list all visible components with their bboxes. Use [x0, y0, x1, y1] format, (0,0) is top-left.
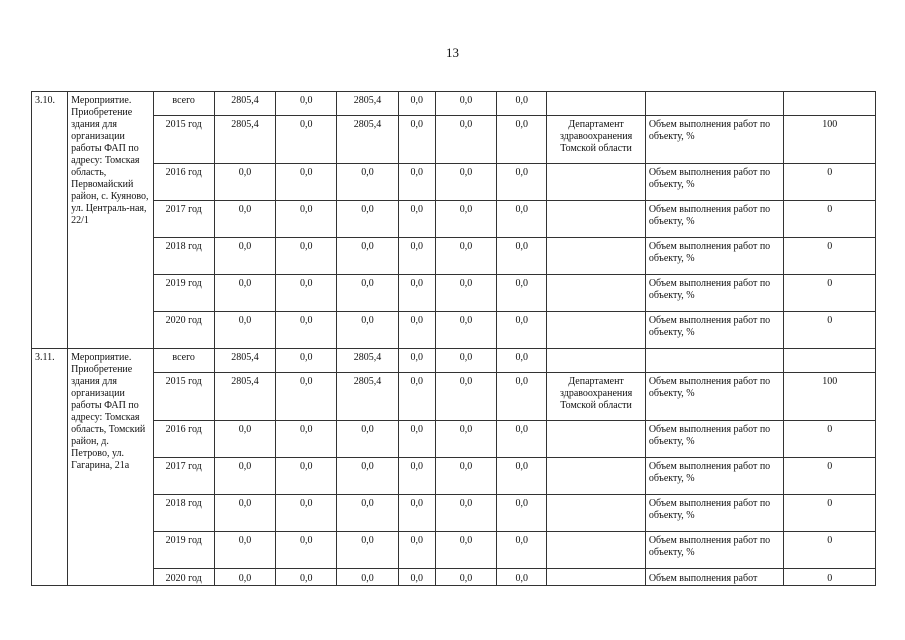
table-row	[32, 275, 876, 312]
table-row	[32, 312, 876, 349]
year-cell: 2020 год	[153, 312, 214, 349]
value-cell: 0,0	[214, 421, 275, 458]
value-cell: 0,0	[276, 532, 337, 569]
value-cell: 0,0	[214, 458, 275, 495]
value-cell: 0,0	[214, 569, 275, 586]
value-cell: 2805,4	[214, 92, 275, 116]
program-table	[31, 91, 876, 586]
value-cell: 0,0	[214, 275, 275, 312]
value-cell: 0,0	[276, 421, 337, 458]
value-cell: 0,0	[214, 238, 275, 275]
value-cell: 0,0	[398, 421, 435, 458]
value-cell: 2805,4	[214, 349, 275, 373]
value-cell: 0,0	[435, 275, 496, 312]
indicator-cell: Объем выполнения работ по объекту, %	[645, 238, 784, 275]
year-cell: 2018 год	[153, 495, 214, 532]
value-cell: 0,0	[435, 373, 496, 421]
value-cell: 0,0	[497, 458, 547, 495]
table-row	[32, 349, 876, 373]
value-cell: 0,0	[337, 495, 398, 532]
indicator-cell: Объем выполнения работ по объекту, %	[645, 201, 784, 238]
target-cell: 0	[784, 164, 876, 201]
value-cell: 0,0	[337, 275, 398, 312]
indicator-cell: Объем выполнения работ по объекту, %	[645, 458, 784, 495]
value-cell: 0,0	[497, 421, 547, 458]
value-cell: 0,0	[398, 312, 435, 349]
target-cell: 0	[784, 532, 876, 569]
value-cell: 0,0	[497, 116, 547, 164]
value-cell: 0,0	[497, 373, 547, 421]
value-cell: 0,0	[435, 201, 496, 238]
value-cell: 0,0	[435, 164, 496, 201]
value-cell: 0,0	[497, 238, 547, 275]
value-cell: 0,0	[276, 116, 337, 164]
value-cell: 0,0	[276, 458, 337, 495]
year-cell: 2019 год	[153, 532, 214, 569]
indicator-cell: Объем выполнения работ	[645, 569, 784, 586]
target-cell	[784, 92, 876, 116]
value-cell: 2805,4	[337, 116, 398, 164]
value-cell: 0,0	[337, 421, 398, 458]
value-cell: 0,0	[435, 421, 496, 458]
indicator-cell: Объем выполнения работ по объекту, %	[645, 312, 784, 349]
table-row	[32, 164, 876, 201]
indicator-cell: Объем выполнения работ по объекту, %	[645, 421, 784, 458]
value-cell: 0,0	[435, 312, 496, 349]
target-cell: 0	[784, 275, 876, 312]
value-cell: 0,0	[276, 238, 337, 275]
value-cell: 0,0	[435, 458, 496, 495]
indicator-cell	[645, 92, 784, 116]
table-row	[32, 532, 876, 569]
value-cell: 0,0	[435, 569, 496, 586]
table-row	[32, 458, 876, 495]
value-cell: 0,0	[497, 532, 547, 569]
target-cell: 0	[784, 569, 876, 586]
value-cell: 0,0	[435, 116, 496, 164]
year-cell: всего	[153, 349, 214, 373]
target-cell: 0	[784, 458, 876, 495]
target-cell: 0	[784, 421, 876, 458]
year-cell: 2016 год	[153, 421, 214, 458]
value-cell: 0,0	[398, 495, 435, 532]
value-cell: 0,0	[276, 373, 337, 421]
value-cell: 2805,4	[214, 373, 275, 421]
item-name: Мероприятие. Приобретение здания для организации работы ФАП по адресу: Томская область, Томский район, д. Петрово, ул. Гагарина, 21а	[68, 349, 153, 586]
value-cell: 0,0	[497, 92, 547, 116]
value-cell: 0,0	[276, 201, 337, 238]
target-cell: 0	[784, 312, 876, 349]
value-cell: 2805,4	[337, 349, 398, 373]
value-cell: 0,0	[337, 569, 398, 586]
value-cell: 0,0	[276, 92, 337, 116]
table-row	[32, 495, 876, 532]
value-cell: 0,0	[276, 312, 337, 349]
indicator-cell	[645, 349, 784, 373]
executor-cell	[547, 92, 645, 116]
value-cell: 0,0	[398, 164, 435, 201]
executor-cell	[547, 349, 645, 373]
value-cell: 0,0	[214, 495, 275, 532]
executor-cell	[547, 569, 645, 586]
value-cell: 0,0	[398, 92, 435, 116]
indicator-cell: Объем выполнения работ по объекту, %	[645, 373, 784, 421]
value-cell: 0,0	[398, 349, 435, 373]
value-cell: 0,0	[337, 164, 398, 201]
table-row	[32, 569, 876, 586]
value-cell: 0,0	[214, 312, 275, 349]
value-cell: 0,0	[435, 238, 496, 275]
indicator-cell: Объем выполнения работ по объекту, %	[645, 275, 784, 312]
executor-cell	[547, 421, 645, 458]
value-cell: 0,0	[214, 201, 275, 238]
year-cell: 2017 год	[153, 201, 214, 238]
value-cell: 0,0	[398, 373, 435, 421]
value-cell: 2805,4	[337, 92, 398, 116]
executor-cell	[547, 164, 645, 201]
value-cell: 0,0	[398, 238, 435, 275]
value-cell: 0,0	[497, 569, 547, 586]
target-cell: 0	[784, 238, 876, 275]
table-row	[32, 116, 876, 164]
value-cell: 0,0	[398, 116, 435, 164]
table-row	[32, 238, 876, 275]
target-cell	[784, 349, 876, 373]
indicator-cell: Объем выполнения работ по объекту, %	[645, 495, 784, 532]
target-cell: 100	[784, 373, 876, 421]
year-cell: 2018 год	[153, 238, 214, 275]
value-cell: 0,0	[337, 238, 398, 275]
value-cell: 0,0	[276, 569, 337, 586]
item-number: 3.10.	[32, 92, 68, 349]
value-cell: 0,0	[276, 164, 337, 201]
indicator-cell: Объем выполнения работ по объекту, %	[645, 532, 784, 569]
executor-cell	[547, 495, 645, 532]
value-cell: 0,0	[435, 495, 496, 532]
value-cell: 0,0	[398, 201, 435, 238]
executor-cell	[547, 275, 645, 312]
value-cell: 0,0	[337, 201, 398, 238]
value-cell: 0,0	[497, 312, 547, 349]
value-cell: 0,0	[276, 495, 337, 532]
year-cell: 2015 год	[153, 373, 214, 421]
table-row	[32, 201, 876, 238]
year-cell: 2017 год	[153, 458, 214, 495]
page-number: 13	[446, 45, 459, 60]
year-cell: 2015 год	[153, 116, 214, 164]
year-cell: всего	[153, 92, 214, 116]
item-3-11	[32, 349, 876, 586]
value-cell: 2805,4	[337, 373, 398, 421]
value-cell: 0,0	[435, 92, 496, 116]
value-cell: 0,0	[497, 164, 547, 201]
value-cell: 0,0	[398, 532, 435, 569]
executor-cell	[547, 238, 645, 275]
executor-cell	[547, 201, 645, 238]
value-cell: 0,0	[214, 532, 275, 569]
year-cell: 2019 год	[153, 275, 214, 312]
value-cell: 0,0	[398, 569, 435, 586]
value-cell: 0,0	[497, 201, 547, 238]
executor-cell	[547, 458, 645, 495]
value-cell: 0,0	[337, 532, 398, 569]
value-cell: 0,0	[398, 275, 435, 312]
item-name: Мероприятие. Приобретение здания для организации работы ФАП по адресу: Томская область, Первомайский район, с. Куяново, ул. Централь-ная, 22/1	[68, 92, 153, 349]
year-cell: 2020 год	[153, 569, 214, 586]
year-cell: 2016 год	[153, 164, 214, 201]
item-number: 3.11.	[32, 349, 68, 586]
value-cell: 0,0	[497, 349, 547, 373]
value-cell: 0,0	[497, 275, 547, 312]
table-row	[32, 421, 876, 458]
value-cell: 0,0	[435, 532, 496, 569]
value-cell: 0,0	[497, 495, 547, 532]
value-cell: 0,0	[337, 312, 398, 349]
target-cell: 0	[784, 201, 876, 238]
executor-cell	[547, 312, 645, 349]
executor-cell: Департамент здравоохранения Томской области	[547, 373, 645, 421]
indicator-cell: Объем выполнения работ по объекту, %	[645, 164, 784, 201]
executor-cell	[547, 532, 645, 569]
value-cell: 2805,4	[214, 116, 275, 164]
target-cell: 100	[784, 116, 876, 164]
indicator-cell: Объем выполнения работ по объекту, %	[645, 116, 784, 164]
item-3-10	[32, 92, 876, 349]
target-cell: 0	[784, 495, 876, 532]
value-cell: 0,0	[276, 275, 337, 312]
executor-cell: Департамент здравоохранения Томской области	[547, 116, 645, 164]
table-row	[32, 92, 876, 116]
value-cell: 0,0	[276, 349, 337, 373]
value-cell: 0,0	[435, 349, 496, 373]
table-row	[32, 373, 876, 421]
value-cell: 0,0	[337, 458, 398, 495]
value-cell: 0,0	[214, 164, 275, 201]
value-cell: 0,0	[398, 458, 435, 495]
